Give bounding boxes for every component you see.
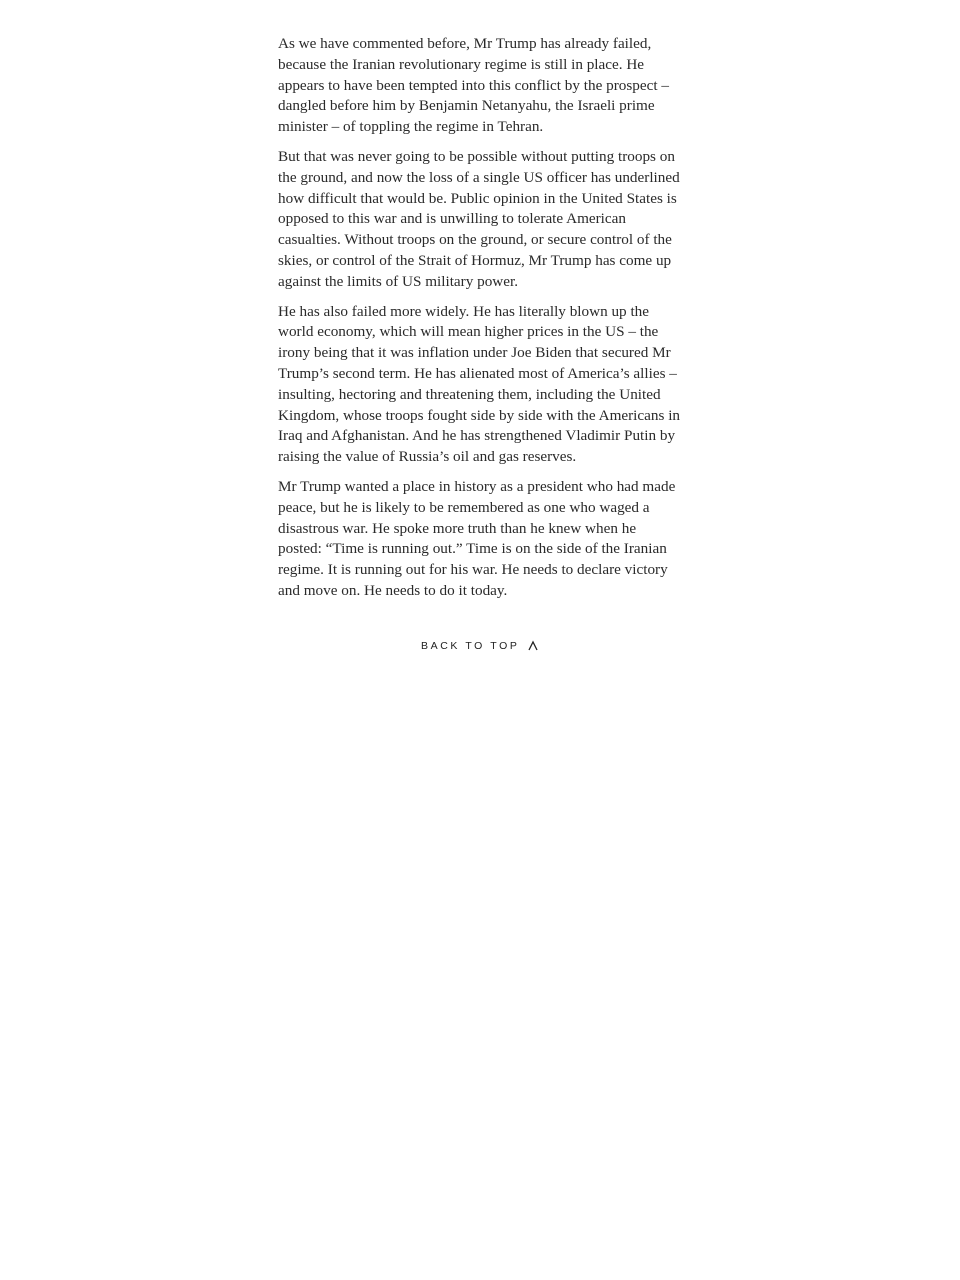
article-paragraph-1: As we have commented before, Mr Trump has already failed, because the Iranian revolutionary regime is still in place. He appears to have been tempted into this conflict by the prospect – dangled before him by Benjamin Netanyahu, the Israeli prime minister – of toppling the regime in Tehran.	[278, 35, 669, 136]
caret-up-icon	[527, 640, 539, 652]
article-body	[278, 34, 682, 611]
back-to-top-link[interactable]	[0, 640, 960, 652]
article-paragraph-4: Mr Trump wanted a place in history as a president who had made peace, but he is likely to be remembered as one who waged a disastrous war. He spoke more truth than he knew when he posted: “Time is running out.” Time is on the side of the Iranian regime. It is running out for his war. He needs to declare victory and move on. He needs to do it today.	[278, 477, 676, 599]
back-to-top-label: BACK TO TOP	[421, 640, 520, 653]
article-paragraph-3: He has also failed more widely. He has literally blown up the world economy, which will mean higher prices in the US – the irony being that it was inflation under Joe Biden that secured Mr Trump’s second term. He has alienated most of America’s allies – insulting, hectoring and threatening them, including the United Kingdom, whose troops fought side by side with the Americans in Iraq and Afghanistan. And he has strengthened Vladimir Putin by raising the value of Russia’s oil and gas reserves.	[278, 302, 681, 466]
article-paragraph-2: But that was never going to be possible without putting troops on the ground, and now the loss of a single US officer has underlined how difficult that would be. Public opinion in the United States is opposed to this war and is unwilling to tolerate American casualties. Without troops on the ground, or secure control of the skies, or control of the Strait of Hormuz, Mr Trump has come up against the limits of US military power.	[278, 147, 680, 290]
